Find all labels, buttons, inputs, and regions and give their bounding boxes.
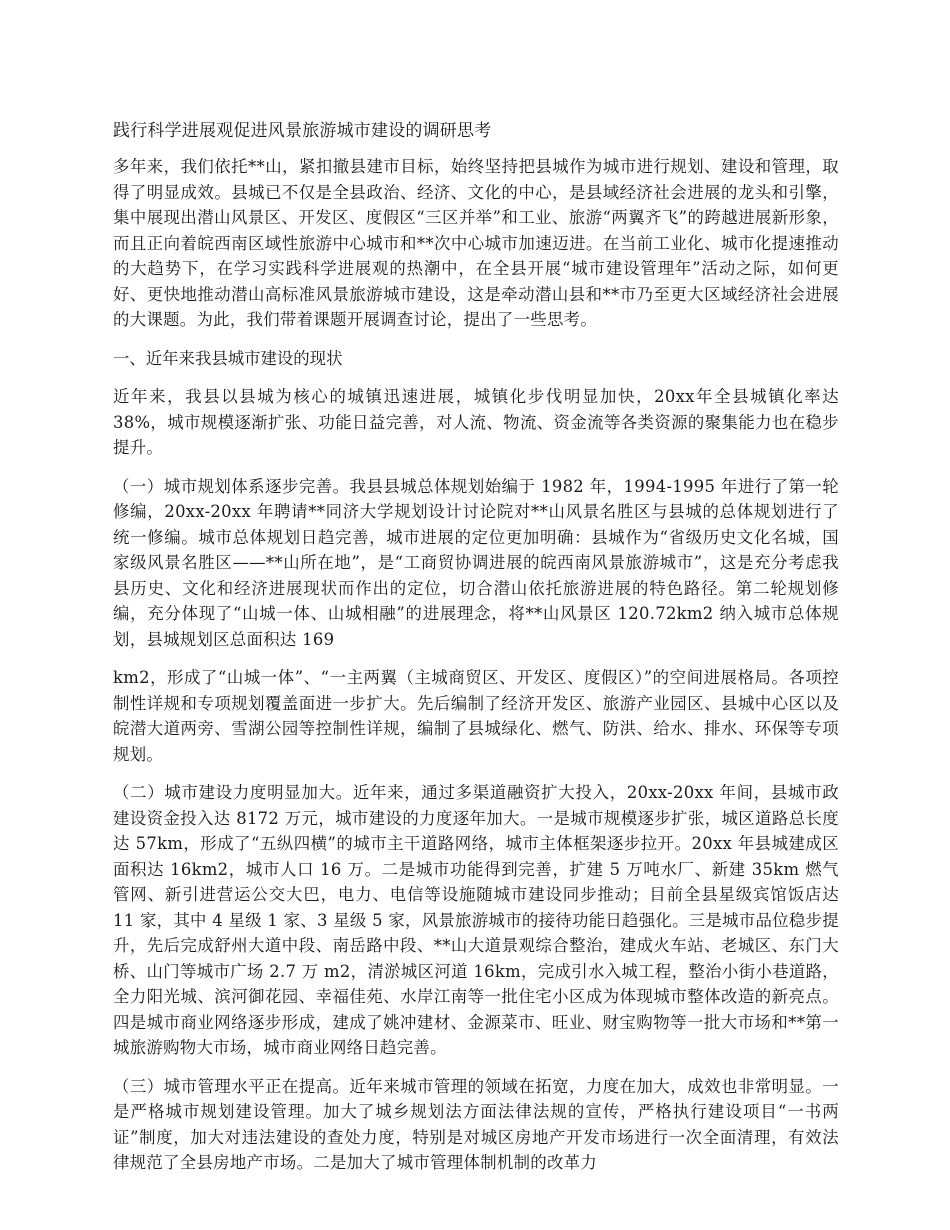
section-intro-paragraph: 近年来，我县以县城为核心的城镇迅速进展，城镇化步伐明显加快，20xx年全县城镇化率达 38%，城市规模逐渐扩张、功能日益完善，对人流、物流、资金流等各类资源的聚集能力也在稳步提升。 [113,387,839,457]
document-page [113,118,839,1189]
document-title: 践行科学进展观促进风景旅游城市建设的调研思考 [113,121,492,141]
section-heading: 一、近年来我县城市建设的现状 [113,348,343,368]
management-paragraph: （三）城市管理水平正在提高。近年来城市管理的领域在拓宽，力度在加大，成效也非常明显。一是严格城市规划建设管理。加大了城乡规划法方面法律法规的宣传，严格执行建设项目“一书两证”制度，加大对违法建设的查处力度，特别是对城区房地产开发市场进行一次全面清理，有效法律规范了全县房地产市场。二是加大了城市管理体制机制的改革力 [113,1076,839,1172]
planning-continued-paragraph: km2，形成了“山城一体”、“一主两翼（主城商贸区、开发区、度假区）”的空间进展格局。各项控制性详规和专项规划覆盖面进一步扩大。先后编制了经济开发区、旅游产业园区、县城中心区以及皖潜大道两旁、雪湖公园等控制性详规，编制了县城绿化、燃气、防洪、给水、排水、环保等专项规划。 [113,668,839,764]
construction-paragraph: （二）城市建设力度明显加大。近年来，通过多渠道融资扩大投入，20xx-20xx 年间，县城市政建设资金投入达 8172 万元，城市建设的力度逐年加大。一是城市规模逐步扩张，城区道路总长度达 57km，形成了“五纵四横”的城市主干道路网络，城市主体框架逐步拉开。20xx 年县城建成区面积达 16km2，城市人口 16 万。二是城市功能得到完善，扩建 5 万吨水厂、新建 35km 燃气管网、新引进营运公交大巴，电力、电信等设施随城市建设同步推动；目前全县星级宾馆饭店达 11 家，其中 4 星级 1 家、3 星级 5 家，风景旅游城市的接待功能日趋强化。三是城市品位稳步提升，先后完成舒州大道中段、南岳路中段、**山大道景观综合整治，建成火车站、老城区、东门大桥、山门等城市广场 2.7 万 m2，清淤城区河道 16km，完成引水入城工程，整治小街小巷道路，全力阳光城、滨河御花园、幸福佳苑、水岸江南等一批住宅小区成为体现城市整体改造的新亮点。四是城市商业网络逐步形成，建成了姚冲建材、金源菜市、旺业、财宝购物等一批大市场和**第一城旅游购物大市场，城市商业网络日趋完善。 [113,783,840,1057]
planning-paragraph: （一）城市规划体系逐步完善。我县县城总体规划始编于 1982 年，1994-1995 年进行了第一轮修编，20xx-20xx 年聘请**同济大学规划设计讨论院对**山风景名胜区与县城的总体规划进行了统一修编。城市总体规划日趋完善，城市进展的定位更加明确：县城作为“省级历史文化名城，国家级风景名胜区——**山所在地”，是“工商贸协调进展的皖西南风景旅游城市”，这是充分考虑我县历史、文化和经济进展现状而作出的定位，切合潜山依托旅游进展的特色路径。第二轮规划修编，充分体现了“山城一体、山城相融”的进展理念，将**山风景区 120.72km2 纳入城市总体规划，县城规划区总面积达 169 [113,476,839,649]
intro-paragraph: 多年来，我们依托**山，紧扣撤县建市目标，始终坚持把县城作为城市进行规划、建设和管理，取得了明显成效。县城已不仅是全县政治、经济、文化的中心，是县域经济社会进展的龙头和引擎，集中展现出潜山风景区、开发区、度假区“三区并举”和工业、旅游“两翼齐飞”的跨越进展新形象，而且正向着皖西南区域性旅游中心城市和**次中心城市加速迈进。在当前工业化、城市化提速推动的大趋势下，在学习实践科学进展观的热潮中，在全县开展“城市建设管理年”活动之际，如何更好、更快地推动潜山高标准风景旅游城市建设，这是牵动潜山县和**市乃至更大区域经济社会进展的大课题。为此，我们带着课题开展调查讨论，提出了一些思考。 [113,157,839,329]
